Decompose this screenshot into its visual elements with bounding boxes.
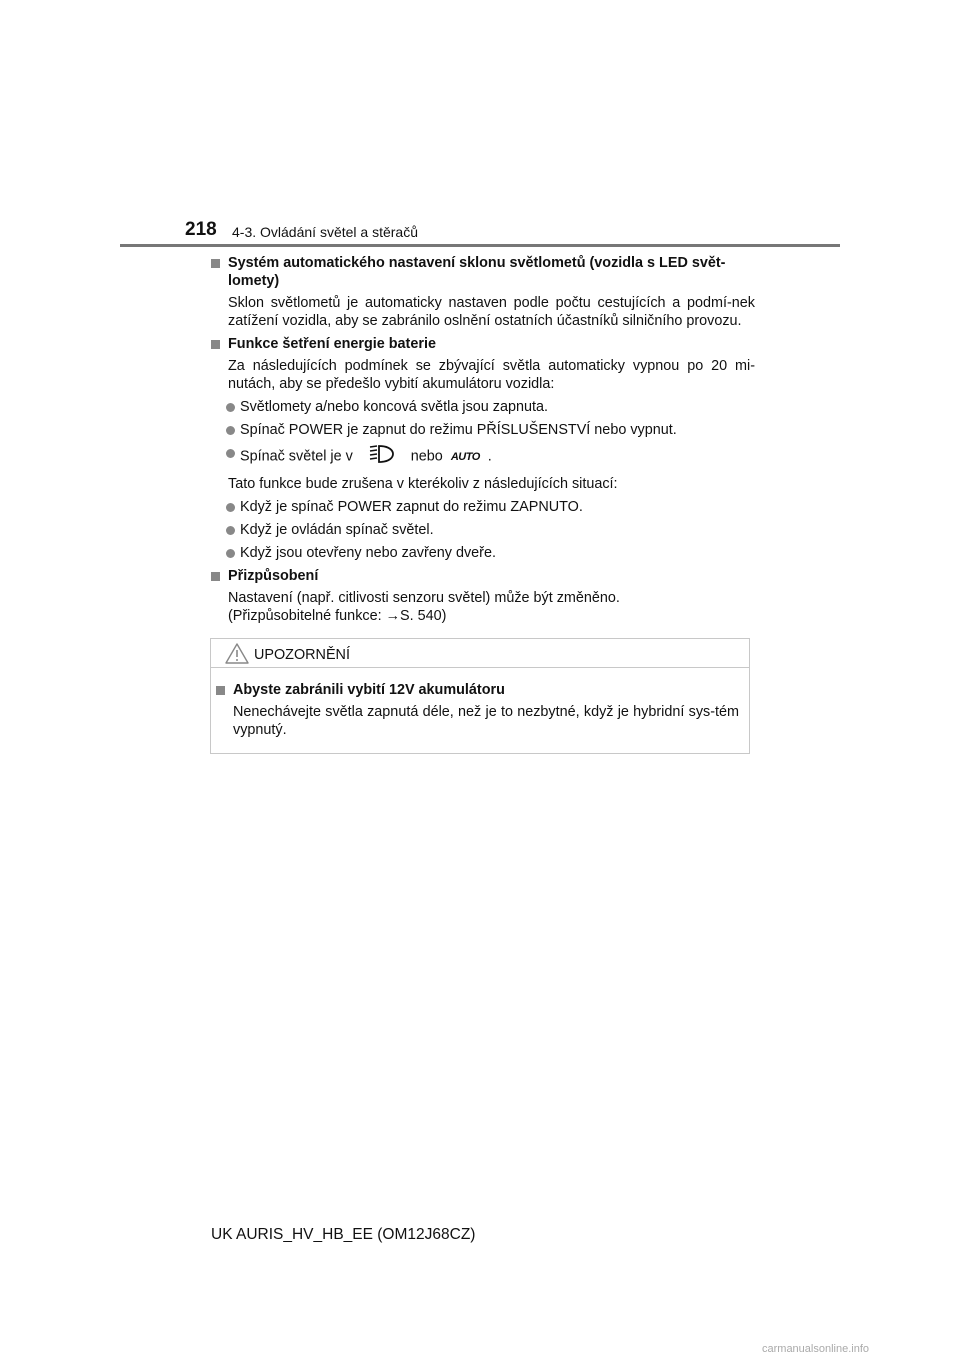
list-item <box>210 398 755 416</box>
list-item-text: Když jsou otevřeny nebo zavřeny dveře. <box>240 545 496 561</box>
list-item-text: Spínač POWER je zapnut do režimu PŘÍSLUŠENSTVÍ nebo vypnut. <box>240 422 677 438</box>
warning-item-title: Abyste zabránili vybití 12V akumulátoru <box>233 682 505 698</box>
warning-body <box>211 668 749 739</box>
list-item <box>210 521 755 539</box>
round-bullet-icon <box>226 449 235 458</box>
list-item <box>210 421 755 439</box>
page-number: 218 <box>185 219 217 240</box>
content <box>210 254 755 625</box>
chapter-title: 4-3. Ovládání světel a stěračů <box>232 224 418 240</box>
round-bullet-icon <box>226 526 235 535</box>
headlight-icon <box>369 444 395 469</box>
auto-icon: AUTO <box>450 450 480 463</box>
watermark: carmanualsonline.info <box>762 1343 870 1355</box>
section-text: Sklon světlometů je automaticky nastaven podle počtu cestujících a podmí-nek zatížení vozidla, aby se zabránilo oslnění ostatních účastníků silničního provozu. <box>228 295 755 329</box>
warning-header <box>211 639 749 668</box>
section-text: Tato funkce bude zrušena v kterékoliv z následujících situací: <box>228 476 618 492</box>
round-bullet-icon <box>226 426 235 435</box>
square-bullet-icon <box>216 686 225 695</box>
list-item-text: . <box>487 448 492 465</box>
round-bullet-icon <box>226 549 235 558</box>
list-item <box>210 444 755 469</box>
section-title: Funkce šetření energie baterie <box>228 336 436 352</box>
warning-triangle-icon <box>225 643 249 669</box>
section-text: Za následujících podmínek se zbývající světla automaticky vypnou po 20 mi-nutách, aby se předešlo vybití akumulátoru vozidla: <box>228 358 755 392</box>
list-item-text: Když je ovládán spínač světel. <box>240 522 434 538</box>
section-battery-saver <box>210 335 755 353</box>
list-item-text: nebo <box>410 448 443 465</box>
round-bullet-icon <box>226 503 235 512</box>
section-headlight-leveling <box>210 254 755 290</box>
list-item <box>210 544 755 562</box>
section-customization <box>210 567 755 585</box>
warning-box <box>210 638 750 754</box>
section-title: Přizpůsobení <box>228 568 319 584</box>
warning-item <box>215 681 739 699</box>
list-item-text: Světlomety a/nebo koncová světla jsou zapnuta. <box>240 399 548 415</box>
manual-id: UK AURIS_HV_HB_EE (OM12J68CZ) <box>211 1226 476 1243</box>
round-bullet-icon <box>226 403 235 412</box>
warning-heading: UPOZORNĚNÍ <box>254 647 350 663</box>
section-text: Nastavení (např. citlivosti senzoru světel) může být změněno. <box>228 590 620 606</box>
list-item <box>210 498 755 516</box>
square-bullet-icon <box>211 572 220 581</box>
header-rule <box>120 244 840 247</box>
list-item-text: Spínač světel je v <box>240 448 353 465</box>
section-title: Systém automatického nastavení sklonu světlometů (vozidla s LED svět-lomety) <box>228 255 726 289</box>
warning-item-text: Nenechávejte světla zapnutá déle, než je to nezbytné, když je hybridní sys-tém vypnutý. <box>233 704 739 738</box>
square-bullet-icon <box>211 340 220 349</box>
page-reference: (Přizpůsobitelné funkce: →S. 540) <box>228 608 447 624</box>
square-bullet-icon <box>211 259 220 268</box>
list-item-text: Když je spínač POWER zapnut do režimu ZAPNUTO. <box>240 499 583 515</box>
